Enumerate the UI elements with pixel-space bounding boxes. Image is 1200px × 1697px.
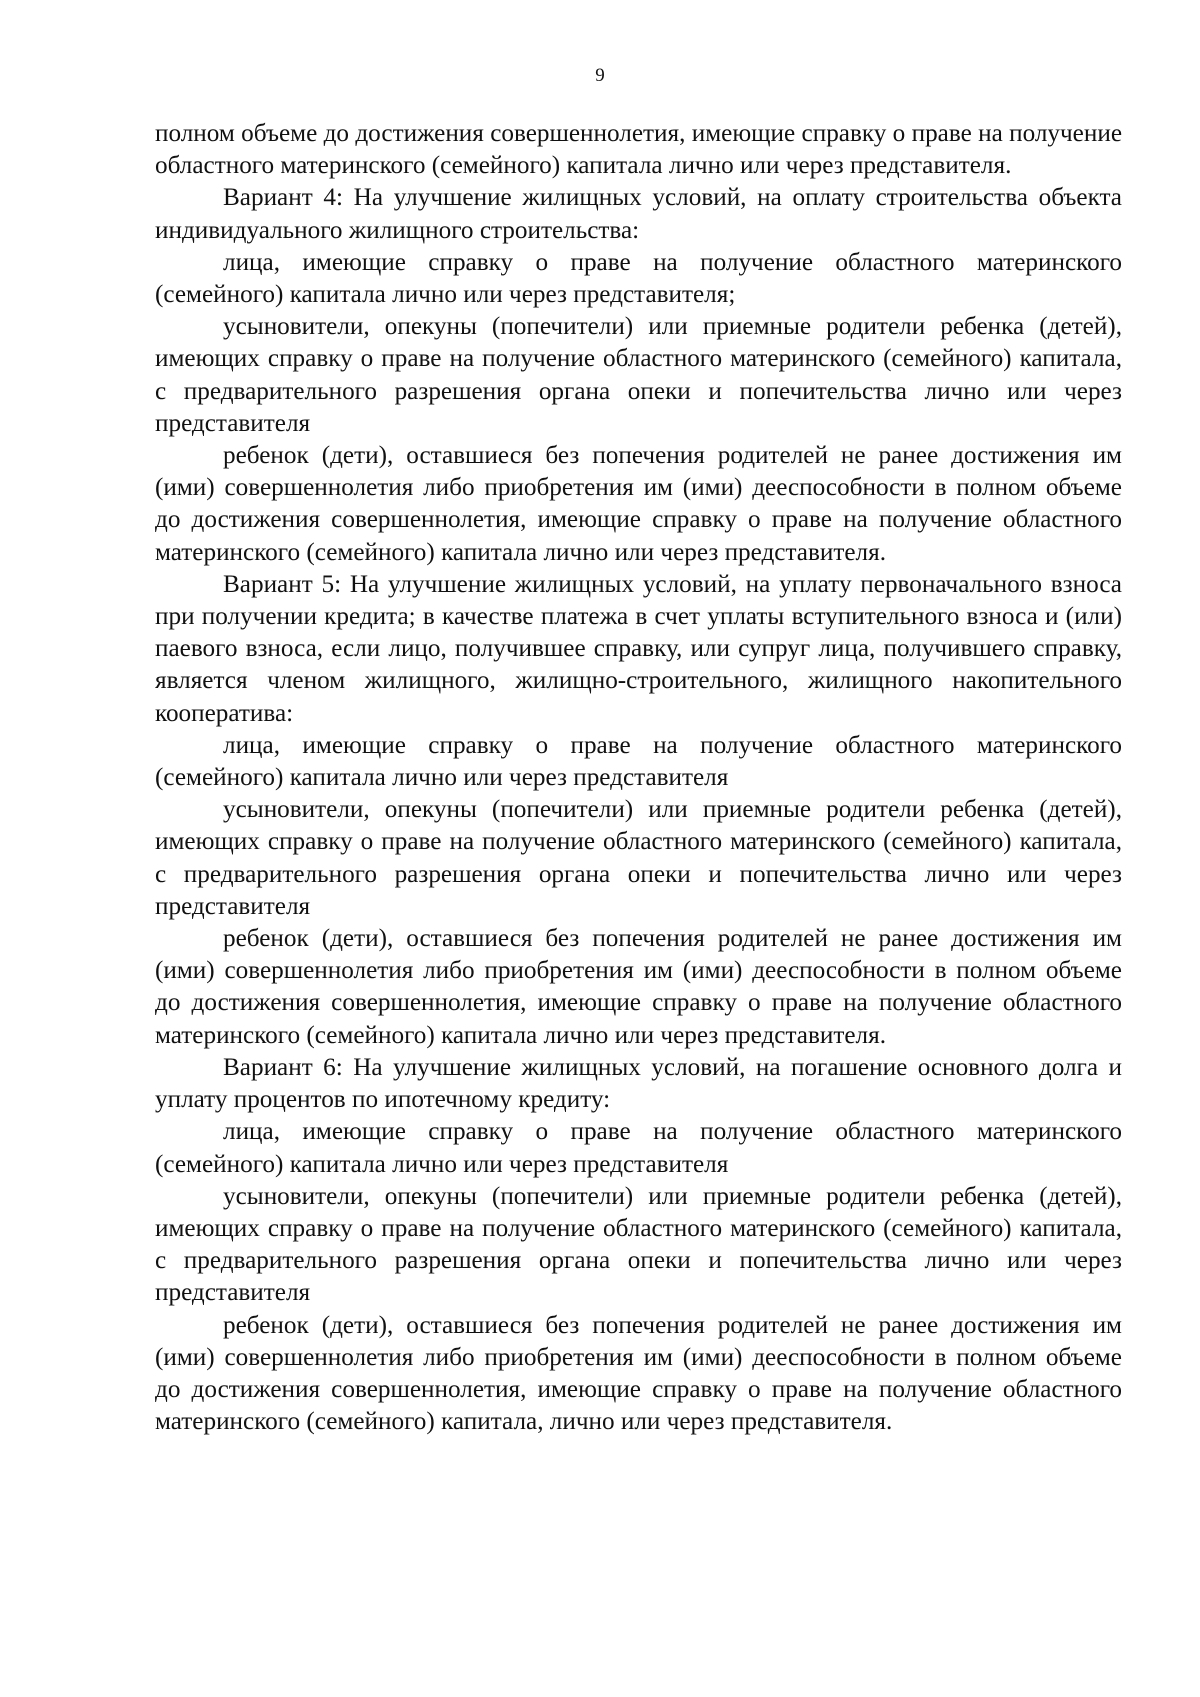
document-body: [155, 118, 1122, 1438]
paragraph-variant-6-children: ребенок (дети), оставшиеся без попечения родителей не ранее достижения им (ими) совершеннолетия либо приобретения им (ими) дееспособности в полном объеме до достижения совершеннолетия, имеющие справку о праве на получение областного материнского (семейного) капитала, лично или через представителя.: [155, 1311, 1122, 1436]
paragraph-variant-6-persons: лица, имеющие справку о праве на получение областного материнского (семейного) капитала лично или через представителя: [155, 1118, 1122, 1178]
paragraph-variant-4-guardians: усыновители, опекуны (попечители) или приемные родители ребенка (детей), имеющих справку о праве на получение областного материнского (семейного) капитала, с предварительного разрешения органа опеки и попечительства лично или через представителя: [155, 313, 1122, 437]
paragraph-variant-6-heading: Вариант 6: На улучшение жилищных условий, на погашение основного долга и уплату процентов по ипотечному кредиту:: [155, 1053, 1122, 1114]
paragraph-variant-6-guardians: усыновители, опекуны (попечители) или приемные родители ребенка (детей), имеющих справку о праве на получение областного материнского (семейного) капитала, с предварительного разрешения органа опеки и попечительства лично или через представителя: [155, 1182, 1122, 1307]
paragraph-variant-4-children: ребенок (дети), оставшиеся без попечения родителей не ранее достижения им (ими) совершеннолетия либо приобретения им (ими) дееспособности в полном объеме до достижения совершеннолетия, имеющие справку о праве на получение областного материнского (семейного) капитала лично или через представителя.: [155, 442, 1122, 566]
paragraph-variant-4-persons: лица, имеющие справку о праве на получение областного материнского (семейного) капитала лично или через представителя;: [155, 248, 1122, 309]
paragraph-variant-5-guardians: усыновители, опекуны (попечители) или приемные родители ребенка (детей), имеющих справку о праве на получение областного материнского (семейного) капитала, с предварительного разрешения органа опеки и попечительства лично или через представителя: [155, 796, 1122, 920]
paragraph-variant-4-heading: Вариант 4: На улучшение жилищных условий, на оплату строительства объекта индивидуального жилищного строительства:: [155, 184, 1122, 244]
paragraph-continuation: полном объеме до достижения совершеннолетия, имеющие справку о праве на получение областного материнского (семейного) капитала лично или через представителя.: [155, 120, 1122, 180]
paragraph-variant-5-persons: лица, имеющие справку о праве на получение областного материнского (семейного) капитала лично или через представителя: [155, 731, 1122, 792]
paragraph-variant-5-children: ребенок (дети), оставшиеся без попечения родителей не ранее достижения им (ими) совершеннолетия либо приобретения им (ими) дееспособности в полном объеме до достижения совершеннолетия, имеющие справку о праве на получение областного материнского (семейного) капитала лично или через представителя.: [155, 925, 1122, 1049]
page-number: 9: [595, 65, 605, 86]
paragraph-variant-5-heading: Вариант 5: На улучшение жилищных условий, на уплату первоначального взноса при получении кредита; в качестве платежа в счет уплаты вступительного взноса и (или) паевого взноса, если лицо, получившее справку, или супруг лица, получившего справку, является членом жилищного, жилищно-строительного, жилищного накопительного кооператива:: [155, 570, 1122, 727]
